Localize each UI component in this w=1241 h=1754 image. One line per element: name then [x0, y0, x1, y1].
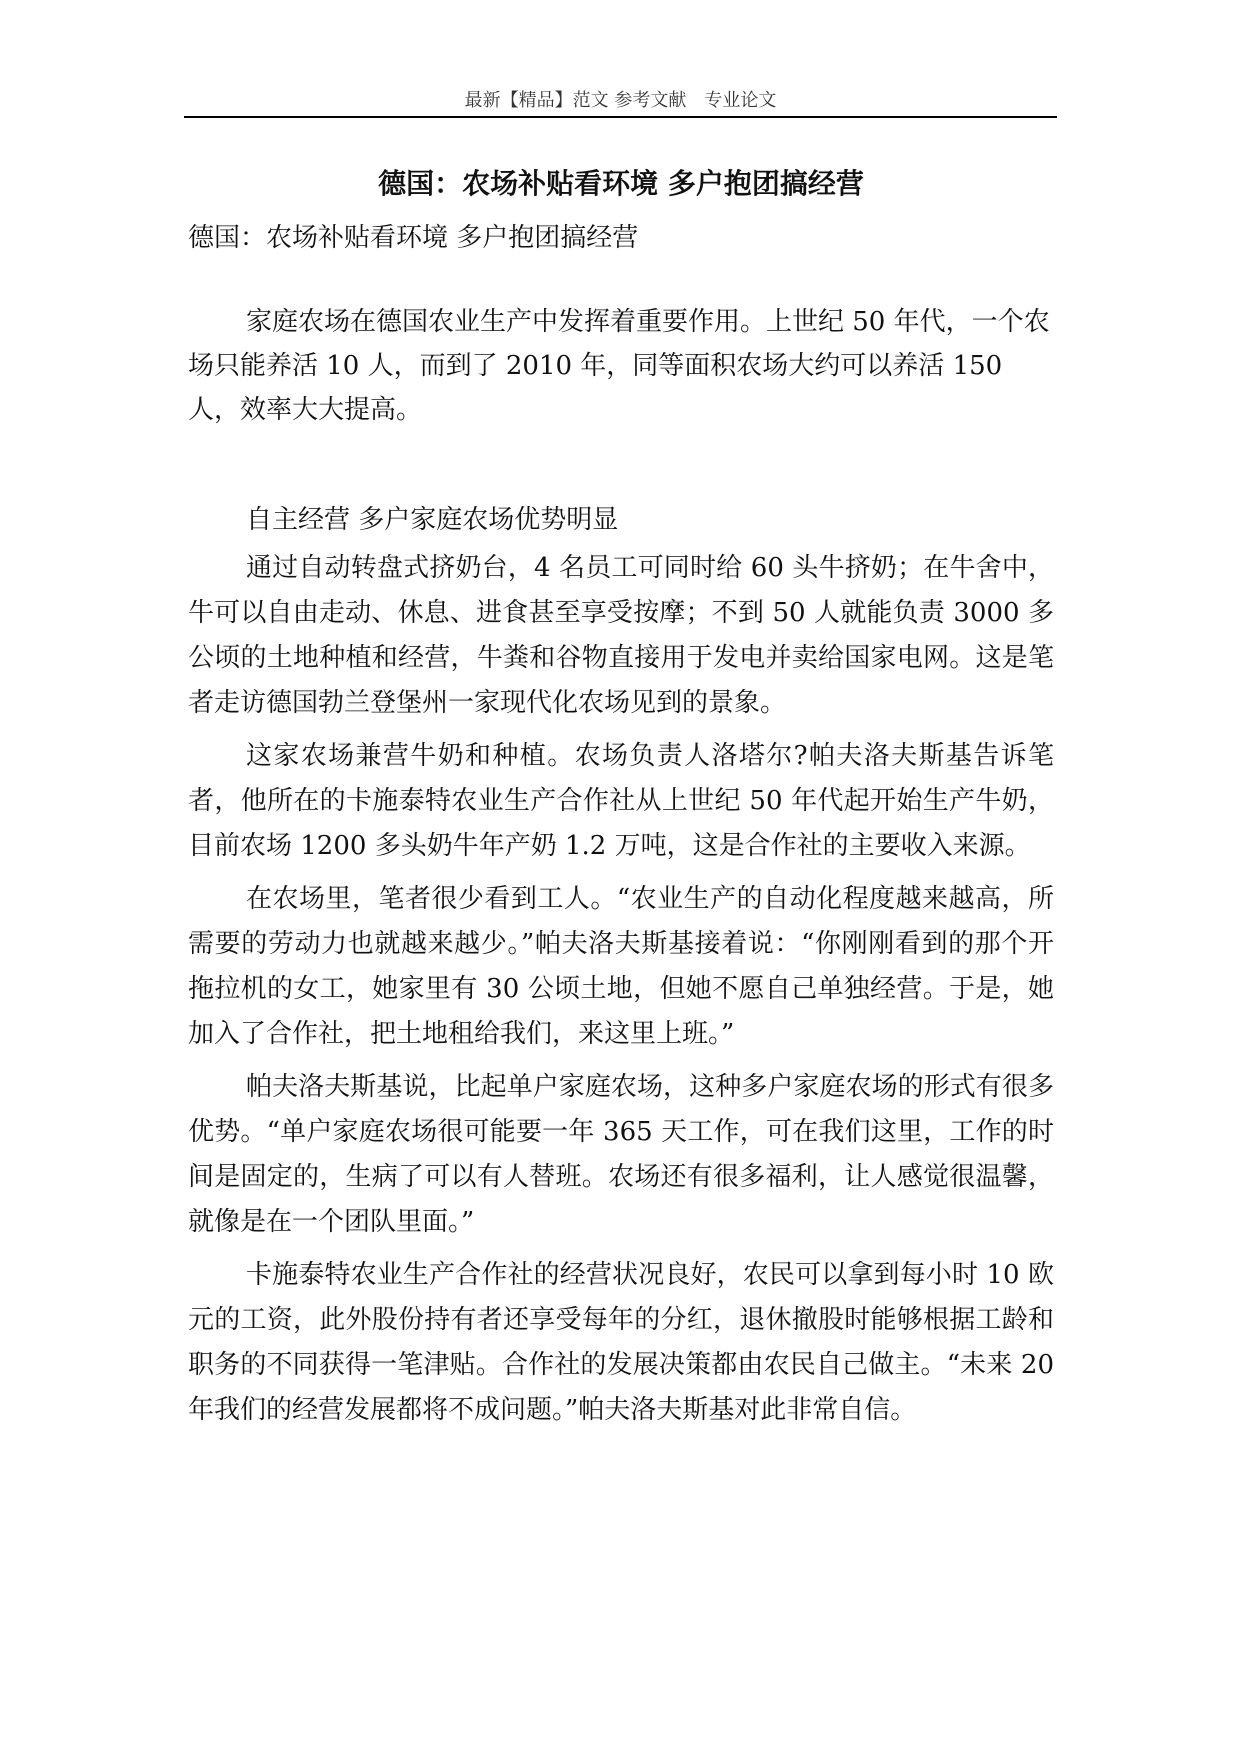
- paragraph-3: [188, 877, 1054, 1057]
- document-subtitle: 德国：农场补贴看环境 多户抱团搞经营: [188, 223, 639, 253]
- header-text: 最新【精品】范文 参考文献 专业论文: [464, 90, 777, 111]
- paragraph-text: 帕夫洛夫斯基说，比起单户家庭农场，这种多户家庭农场的形式有很多优势。“单户家庭农场很可能要一年 365 天工作，可在我们这里，工作的时间是固定的，生病了可以有人替班。农场还有很多福利，让人感觉很温馨，就像是在一个团队里面。”: [188, 1072, 1054, 1237]
- paragraph-5: [188, 1253, 1054, 1433]
- paragraph-text: 卡施泰特农业生产合作社的经营状况良好，农民可以拿到每小时 10 欧元的工资，此外股份持有者还享受每年的分红，退休撤股时能够根据工龄和职务的不同获得一笔津贴。合作社的发展决策都由农民自己做主。“未来 20 年我们的经营发展都将不成问题。”帕夫洛夫斯基对此非常自信。: [188, 1260, 1054, 1425]
- intro-text: 家庭农场在德国农业生产中发挥着重要作用。上世纪 50 年代，一个农场只能养活 10 人，而到了 2010 年，同等面积农场大约可以养活 150 人，效率大大提高。: [188, 307, 1050, 425]
- paragraph-text: 在农场里，笔者很少看到工人。“农业生产的自动化程度越来越高，所需要的劳动力也就越来越少。”帕夫洛夫斯基接着说：“你刚刚看到的那个开拖拉机的女工，她家里有 30 公顷土地，但她不愿自己单独经营。于是，她加入了合作社，把土地租给我们，来这里上班。”: [188, 884, 1054, 1049]
- page-header: [184, 86, 1057, 116]
- paragraph-1: [188, 546, 1054, 726]
- paragraph-2: [188, 734, 1054, 869]
- document-body: [188, 164, 1054, 1433]
- section-heading: 自主经营 多户家庭农场优势明显: [246, 505, 619, 535]
- header-divider: [184, 116, 1057, 118]
- document-title: 德国：农场补贴看环境 多户抱团搞经营: [378, 167, 864, 200]
- paragraph-text: 这家农场兼营牛奶和种植。农场负责人洛塔尔?帕夫洛夫斯基告诉笔者，他所在的卡施泰特农业生产合作社从上世纪 50 年代起开始生产牛奶，目前农场 1200 多头奶牛年产奶 1.2 万吨，这是合作社的主要收入来源。: [188, 741, 1054, 861]
- paragraph-text: 通过自动转盘式挤奶台，4 名员工可同时给 60 头牛挤奶；在牛舍中，牛可以自由走动、休息、进食甚至享受按摩；不到 50 人就能负责 3000 多公顷的土地种植和经营，牛粪和谷物直接用于发电并卖给国家电网。这是笔者走访德国勃兰登堡州一家现代化农场见到的景象。: [188, 553, 1054, 718]
- paragraph-4: [188, 1065, 1054, 1245]
- intro-paragraph: [188, 300, 1054, 432]
